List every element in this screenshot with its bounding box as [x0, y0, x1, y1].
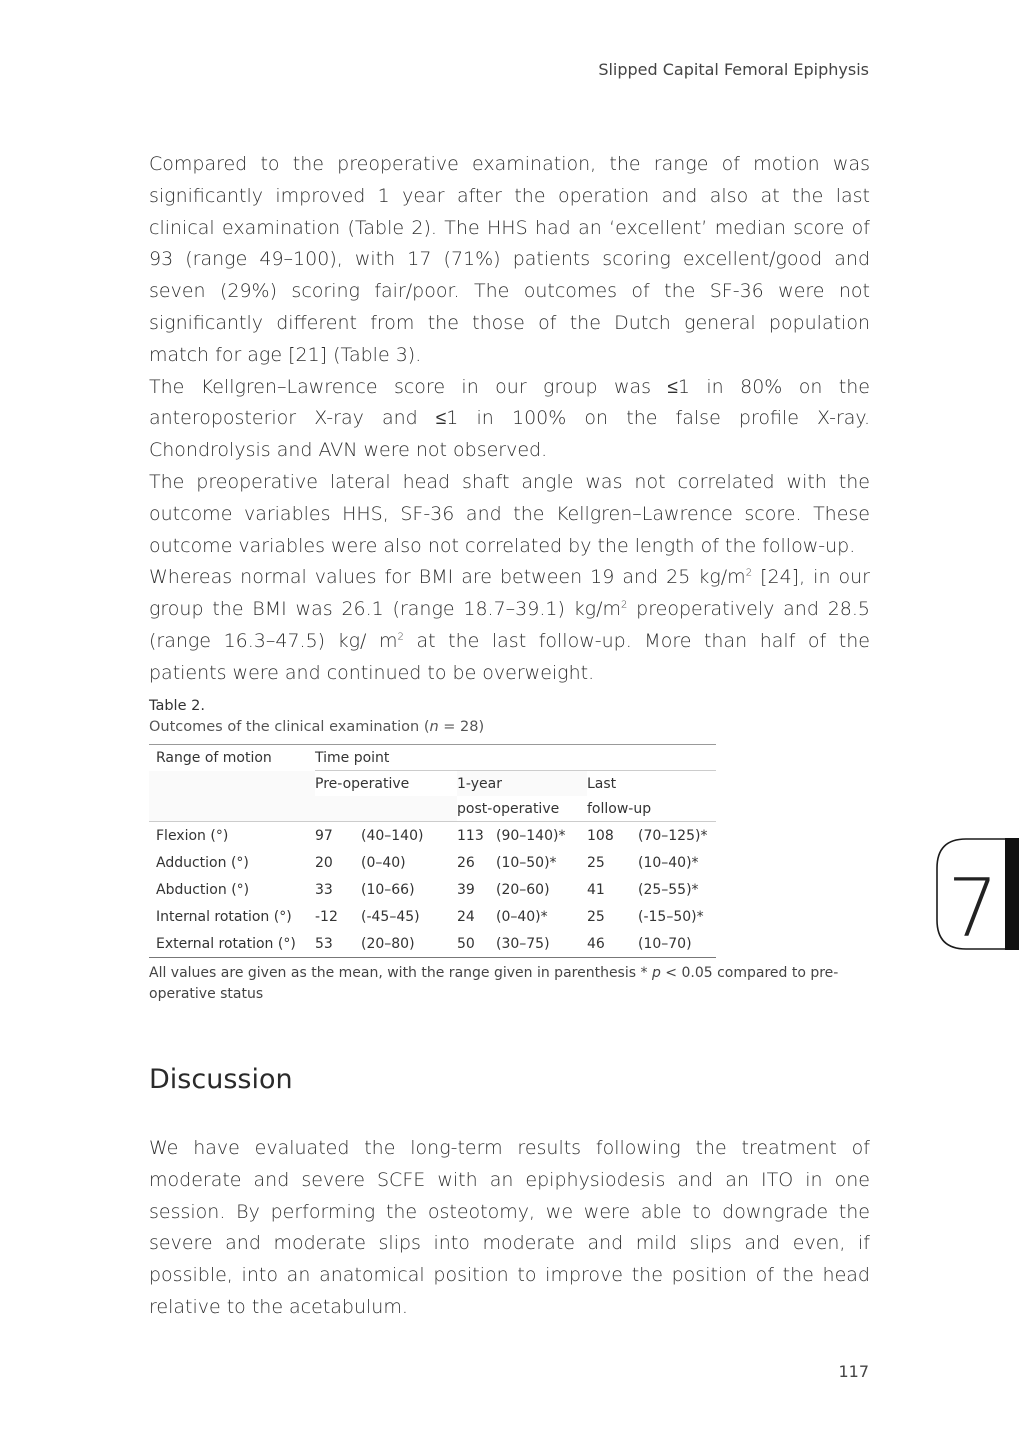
cell-range: (10–66) — [361, 881, 415, 898]
cell-value: 25 — [587, 908, 605, 925]
superscript-2: 2 — [621, 599, 628, 611]
header-range-of-motion: Range of motion — [149, 745, 315, 771]
superscript-2: 2 — [745, 568, 753, 580]
table-row — [149, 822, 716, 850]
results-text — [149, 149, 870, 690]
cell-range: (10–50)* — [496, 854, 557, 871]
table-label: Table 2. — [149, 698, 205, 714]
cell-value: -12 — [315, 908, 338, 925]
bmi-text-d: at the last follow-up. More than half of the patients were and continued to be overweight. — [149, 629, 870, 684]
header-time-point: Time point — [315, 745, 716, 771]
footnote-p: p — [651, 965, 661, 981]
cell-value: 108 — [587, 827, 614, 844]
cell-label: Adduction (°) — [156, 854, 249, 871]
bmi-text-c: preoperatively and 28.5 (range 16.3–47.5) kg/ m — [149, 598, 870, 652]
header-last-1: Last — [587, 775, 617, 792]
cell-range: (20–60) — [496, 881, 550, 898]
paragraph-bmi — [149, 562, 870, 689]
cell-value: 46 — [587, 930, 638, 958]
table-row — [149, 903, 716, 930]
chapter-number: 7 — [947, 862, 999, 950]
table-footnote — [149, 963, 871, 1005]
cell-value: 50 — [457, 930, 496, 958]
cell-range: (25–55)* — [638, 881, 699, 898]
paragraph-head-shaft-angle: The preoperative lateral head shaft angle was not correlated with the outcome variables HHS, SF-36 and the Kellgren–Lawrence score. These outcome variables were also not correlated by the length of the follow-up. — [149, 470, 870, 557]
table-row — [149, 876, 716, 903]
header-one-year-2: post-operative — [457, 796, 587, 822]
table-header-row — [149, 745, 716, 771]
bmi-text-a: Whereas normal values for BMI are between 19 and 25 kg/m — [149, 566, 746, 589]
cell-value: 97 — [315, 827, 333, 844]
header-pre-operative: Pre-operative — [315, 775, 410, 792]
cell-range: (70–125)* — [638, 827, 708, 844]
paragraph-kellgren-lawrence: The Kellgren–Lawrence score in our group was ≤1 in 80% on the anteroposterior X-ray and ≤1 in 100% on the false profile X-ray. Chondrolysis and AVN were not observed. — [149, 375, 870, 462]
cell-value: 24 — [457, 908, 475, 925]
table-caption — [149, 696, 484, 738]
table-title — [149, 717, 484, 738]
cell-range: (0–40) — [361, 854, 406, 871]
cell-label: Flexion (°) — [156, 827, 229, 844]
cell-value: 53 — [315, 930, 361, 958]
chapter-tab — [936, 838, 1019, 950]
paragraph-range-of-motion: Compared to the preoperative examination, the range of motion was significantly improved 1 year after the operation and also at the last clinical examination (Table 2). The HHS had an ‘excellent’ median score of 93 (range 49–100), with 17 (71%) patients scoring excellent/good and seven (29%) scoring fair/poor. The outcomes of the SF-36 were not significantly different from the those of the Dutch general population match for age [21] (Table 3). — [149, 153, 870, 366]
cell-label: Internal rotation (°) — [156, 908, 292, 925]
cell-range: (0–40)* — [496, 908, 548, 925]
cell-range: (10–70) — [638, 930, 716, 958]
cell-range: (30–75) — [496, 930, 587, 958]
cell-value: 25 — [587, 854, 605, 871]
cell-value: 39 — [457, 881, 475, 898]
cell-range: (-45–45) — [361, 908, 420, 925]
paragraph-discussion: We have evaluated the long-term results following the treatment of moderate and severe SCFE with an epiphysiodesis and an ITO in one session. By performing the osteotomy, we were able to downgrade the severe and moderate slips into moderate and mild slips and even, if possible, into an anatomical position to improve the position of the head relative to the acetabulum. — [149, 1137, 870, 1318]
page-number: 117 — [838, 1362, 869, 1381]
table-header-row — [149, 771, 716, 797]
cell-value: 26 — [457, 854, 475, 871]
table-header-row — [149, 796, 716, 822]
superscript-2: 2 — [397, 631, 404, 643]
cell-value: 20 — [315, 854, 333, 871]
cell-range: (-15–50)* — [638, 908, 704, 925]
table-title-n: n — [429, 719, 439, 735]
cell-range: (90–140)* — [496, 827, 566, 844]
clinical-outcomes-table — [149, 744, 716, 958]
table-title-post: = 28) — [438, 719, 485, 735]
footnote-post: < 0.05 compared to pre-operative status — [149, 965, 839, 1002]
header-one-year-1: 1-year — [457, 771, 587, 797]
bmi-text-b: [24], in our group the BMI was 26.1 (range 18.7–39.1) kg/m — [149, 566, 870, 621]
table-row — [149, 930, 716, 958]
running-title: Slipped Capital Femoral Epiphysis — [598, 60, 869, 79]
cell-value: 113 — [457, 827, 484, 844]
section-title-discussion: Discussion — [149, 1064, 293, 1095]
cell-label: External rotation (°) — [149, 930, 315, 958]
discussion-text — [149, 1133, 870, 1324]
footnote-pre: All values are given as the mean, with the range given in parenthesis * — [149, 965, 652, 981]
header-last-2: follow-up — [587, 796, 716, 822]
cell-range: (40–140) — [361, 827, 424, 844]
table-row — [149, 849, 716, 876]
cell-range: (10–40)* — [638, 854, 699, 871]
table-title-pre: Outcomes of the clinical examination ( — [149, 719, 430, 735]
cell-value: 33 — [315, 881, 333, 898]
cell-value: 41 — [587, 881, 605, 898]
cell-label: Abduction (°) — [156, 881, 250, 898]
cell-range: (20–80) — [361, 930, 457, 958]
